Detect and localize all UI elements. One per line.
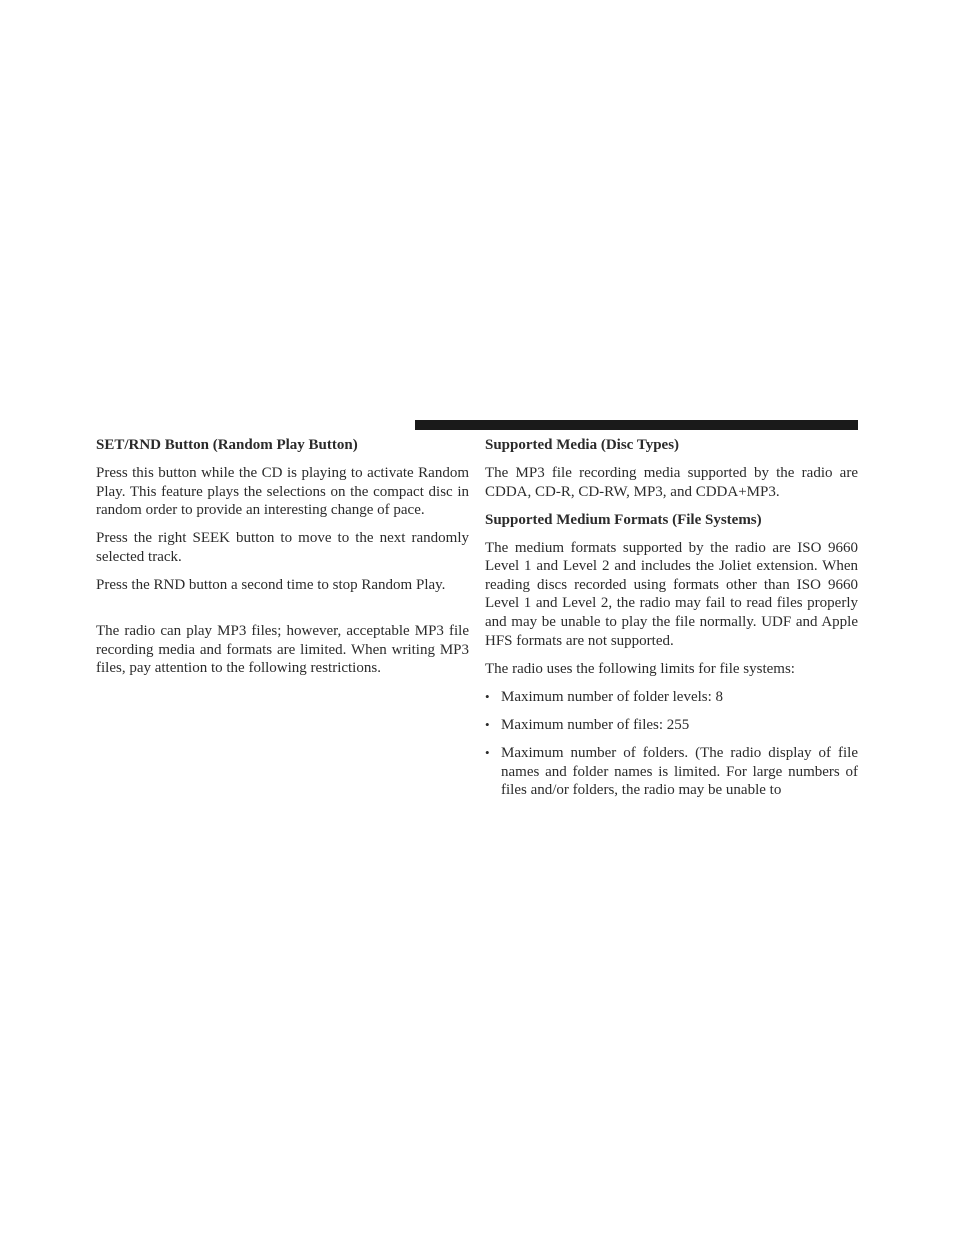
bullet-icon: • [485, 688, 490, 704]
left-column [96, 436, 469, 687]
list-item [485, 716, 858, 735]
stop-random-play-text: Press the RND button a second time to stop Random Play. [96, 576, 446, 593]
list-item [485, 688, 858, 707]
list-item-text: Maximum number of folder levels: 8 [501, 688, 724, 705]
right-column [485, 436, 858, 809]
supported-formats-text: The medium formats supported by the radio are ISO 9660 Level 1 and Level 2 and includes the Joliet extension. When reading discs recorded using formats other than ISO 9660 Level 1 and Level 2, the radio may fail to read files properly and may be unable to play the file normally. UDF and Apple HFS formats are not supported. [485, 539, 858, 649]
random-play-activate-text: Press this button while the CD is playing to activate Random Play. This feature plays the selections on the compact disc in random order to provide an interesting change of pace. [96, 465, 469, 519]
supported-media-text: The MP3 file recording media supported by the radio are CDDA, CD-R, CD-RW, MP3, and CDDA+MP3. [485, 465, 858, 500]
section-header-rule [415, 420, 858, 430]
seek-next-track-text: Press the right SEEK button to move to the next randomly selected track. [96, 530, 469, 565]
section-gap [96, 604, 469, 622]
bullet-icon: • [485, 716, 490, 732]
set-rnd-heading: SET/RND Button (Random Play Button) [96, 437, 358, 453]
list-item-text: Maximum number of folders. (The radio display of file names and folder names is limited. For large numbers of files and/or folders, the radio may be unable to [501, 745, 858, 799]
list-item-text: Maximum number of files: 255 [501, 716, 690, 733]
mp3-restrictions-text: The radio can play MP3 files; however, acceptable MP3 file recording media and formats are limited. When writing MP3 files, pay attention to the following restrictions. [96, 623, 469, 677]
supported-formats-heading: Supported Medium Formats (File Systems) [485, 511, 762, 528]
bullet-icon: • [485, 745, 490, 761]
supported-media-heading: Supported Media (Disc Types) [485, 437, 680, 453]
list-item [485, 744, 858, 800]
file-system-limits-list [485, 688, 858, 800]
file-system-limits-intro: The radio uses the following limits for file systems: [485, 660, 795, 677]
